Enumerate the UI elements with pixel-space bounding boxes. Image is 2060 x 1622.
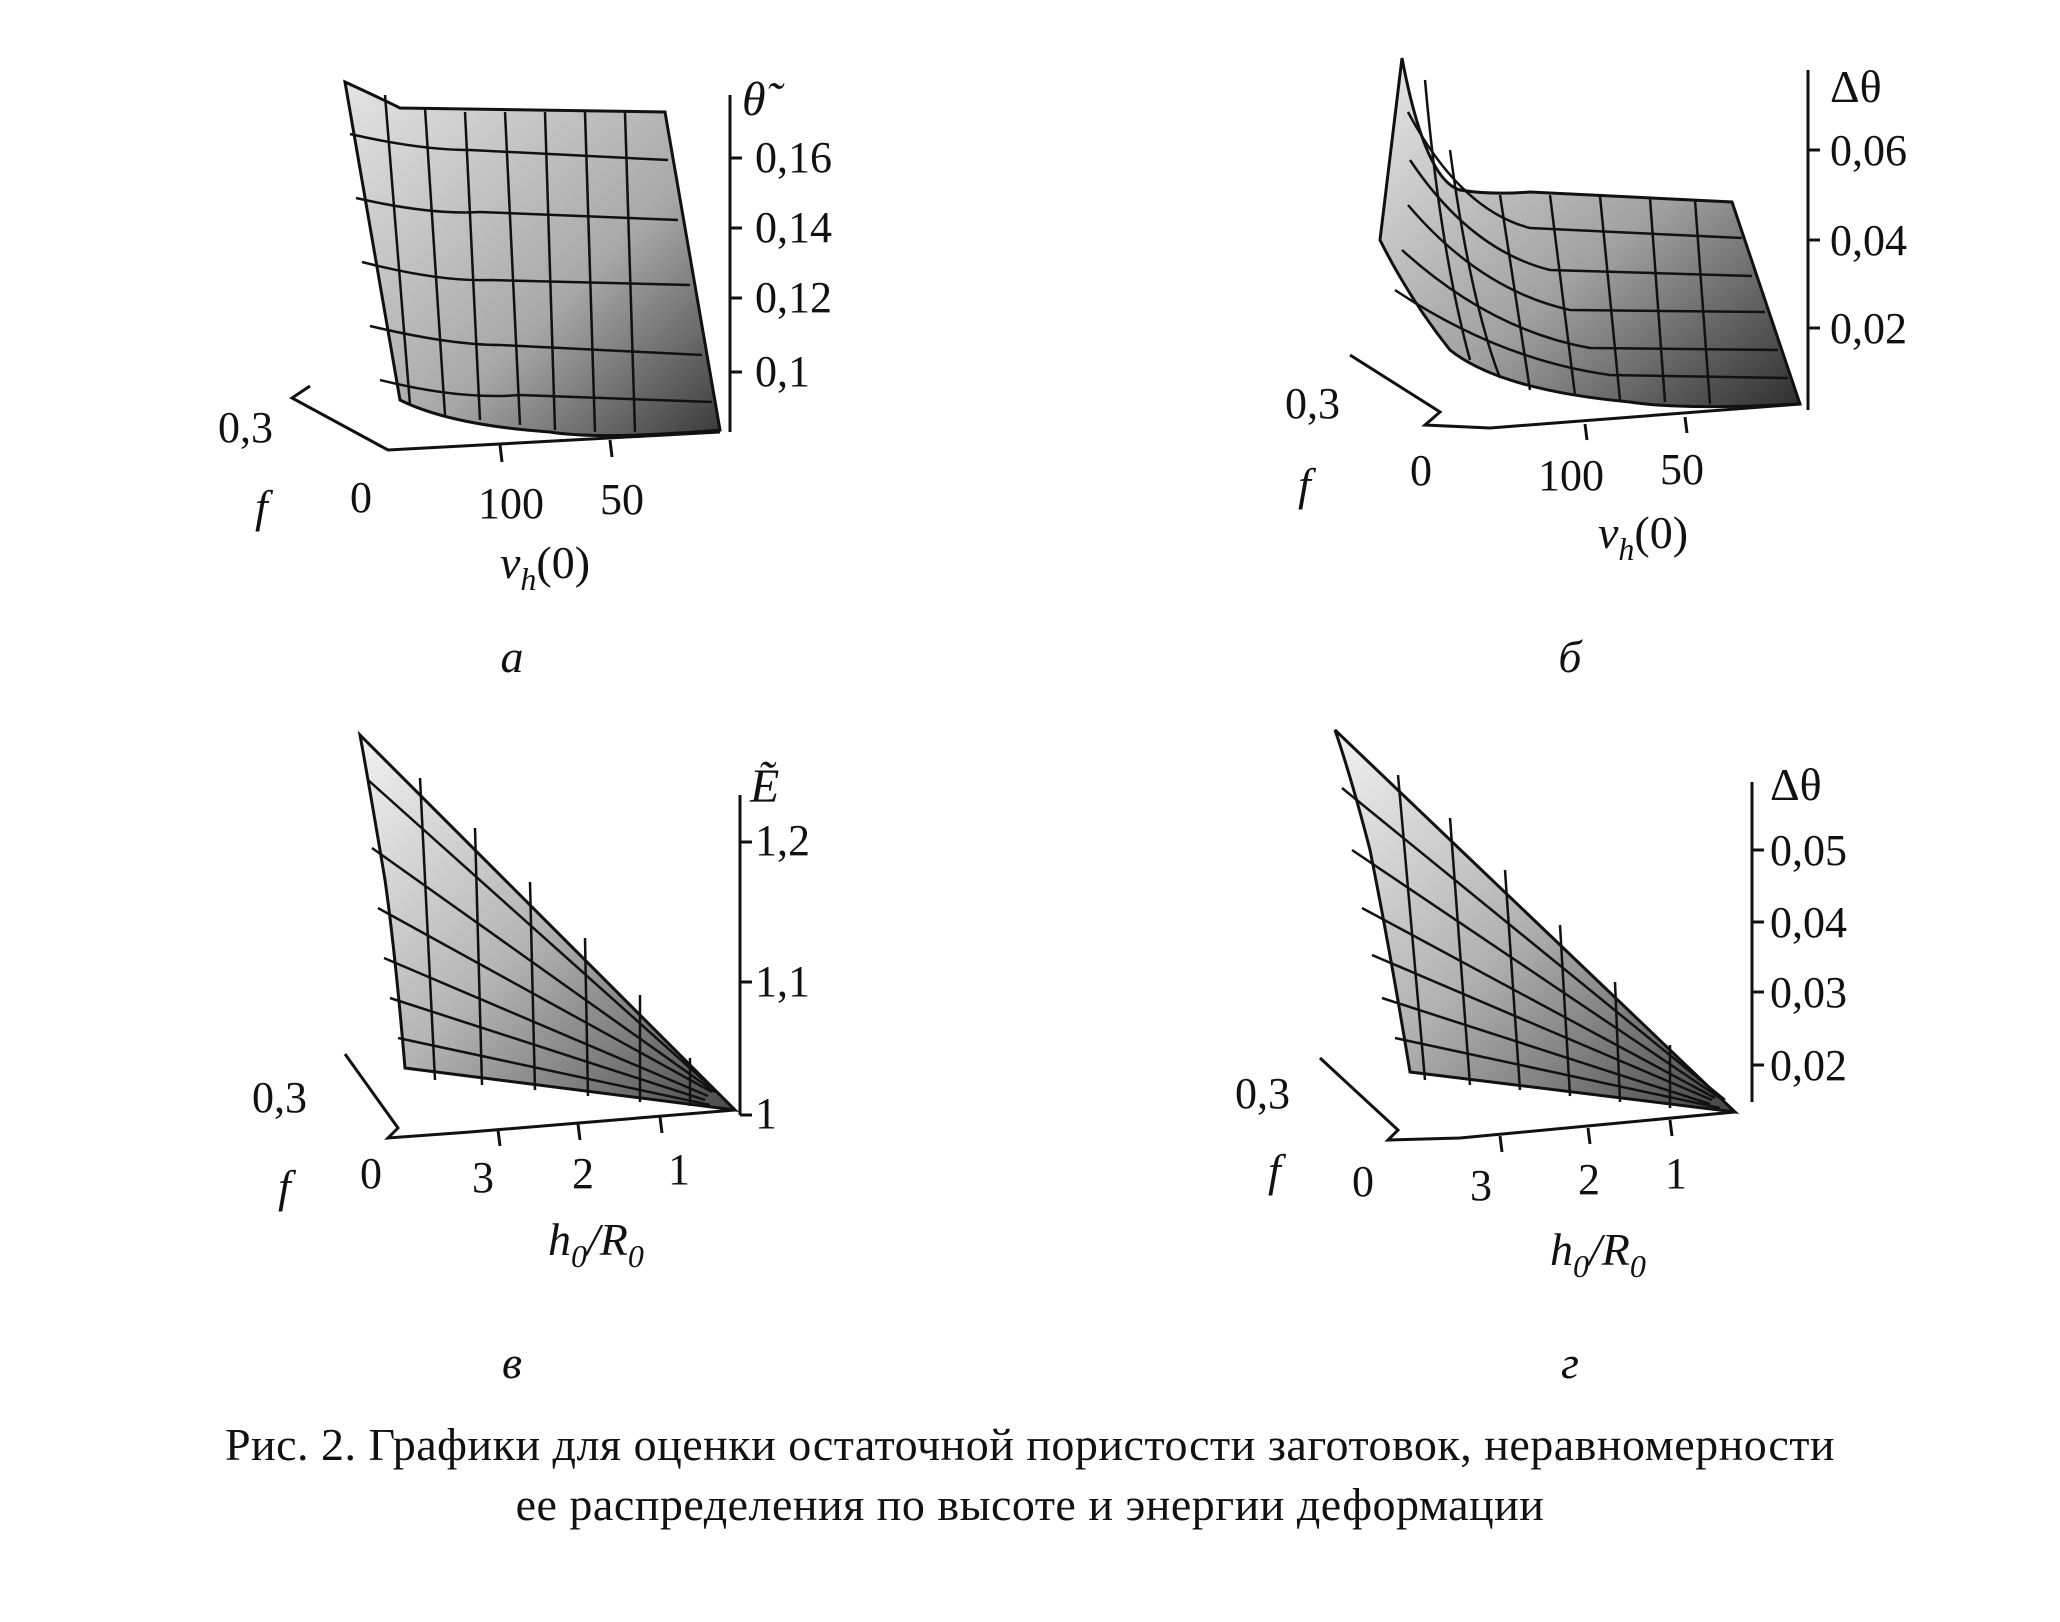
z-axis-label-g: Δθ [1770, 759, 1822, 810]
f-tick-label-v: 0,3 [252, 1073, 307, 1122]
z-axis-g [1752, 782, 1764, 1102]
x-axis-label-a: $v_h(0)$ [500, 537, 591, 597]
z-axis-label-b: Δθ [1830, 61, 1882, 112]
f-axis-label-a: f [255, 481, 268, 532]
z-tick-label-v-1: 1,2 [755, 816, 810, 865]
z-axis-label-a: θ̃ [742, 73, 766, 126]
caption-line-2: ее распределения по высоте и энергии деформации [515, 1479, 1545, 1530]
z-tick-label-b-1: 0,06 [1830, 126, 1907, 175]
figure-caption [0, 1415, 2060, 1535]
f-axis-label-b: f [1298, 459, 1311, 510]
z-tick-label-g-2: 0,04 [1770, 898, 1847, 947]
surface-plot-a [0, 0, 1030, 700]
x-axis-label-v: $h_0/R_0$ [548, 1214, 644, 1274]
panel-a [0, 0, 1030, 700]
f-axis-label-v: f [278, 1161, 291, 1212]
f-tick-label-b: 0,3 [1285, 379, 1340, 428]
surface-plot-v [0, 700, 1030, 1400]
panel-letter-b: б [1558, 631, 1582, 682]
surface-plot-g [1030, 700, 2060, 1400]
caption-line-1: Рис. 2. Графики для оценки остаточной пористости заготовок, неравномерности [224, 1419, 1836, 1470]
z-tick-label-a-4: 0,1 [755, 347, 810, 396]
x-tick-label-v-1: 3 [472, 1153, 494, 1202]
x-tick-label-g-1: 3 [1470, 1161, 1492, 1210]
surface-v [360, 735, 735, 1110]
panel-g [1030, 700, 2060, 1400]
x-axis-label-b: $v_h(0)$ [1598, 507, 1689, 567]
z-tick-label-a-2: 0,14 [755, 203, 832, 252]
f-zero-label-a: 0 [350, 473, 372, 522]
x-tick-label-v-2: 2 [572, 1149, 594, 1198]
f-zero-label-v: 0 [360, 1149, 382, 1198]
f-tick-label-g: 0,3 [1235, 1069, 1290, 1118]
z-tick-label-a-1: 0,16 [755, 133, 832, 182]
z-tick-label-b-2: 0,04 [1830, 216, 1907, 265]
surface-g [1335, 730, 1735, 1112]
panel-letter-v: в [502, 1337, 522, 1388]
x-tick-label-a-1: 100 [478, 479, 544, 528]
x-axis-label-g: $h_0/R_0$ [1550, 1224, 1646, 1284]
z-axis-b [1808, 70, 1820, 410]
z-tick-label-g-3: 0,03 [1770, 968, 1847, 1017]
f-tick-label-a: 0,3 [218, 403, 273, 452]
z-axis-v [740, 795, 752, 1115]
z-tick-label-v-2: 1,1 [755, 957, 810, 1006]
x-tick-label-a-2: 50 [600, 475, 644, 524]
surface-plot-b [1030, 0, 2060, 700]
z-tick-label-v-3: 1 [755, 1089, 777, 1138]
f-axis-label-g: f [1268, 1145, 1281, 1196]
z-axis-label-v: Ẽ [750, 760, 780, 813]
panel-v [0, 700, 1030, 1400]
z-tick-label-b-3: 0,02 [1830, 304, 1907, 353]
x-tick-label-v-3: 1 [668, 1145, 690, 1194]
x-tick-label-g-3: 1 [1665, 1149, 1687, 1198]
panel-letter-g: г [1561, 1337, 1579, 1388]
x-tick-label-b-1: 100 [1538, 451, 1604, 500]
z-tick-label-g-1: 0,05 [1770, 826, 1847, 875]
x-tick-label-g-2: 2 [1578, 1155, 1600, 1204]
panel-letter-a: а [500, 631, 524, 682]
z-axis-a [730, 95, 742, 432]
panel-b [1030, 0, 2060, 700]
f-zero-label-b: 0 [1410, 446, 1432, 495]
f-zero-label-g: 0 [1352, 1157, 1374, 1206]
z-tick-label-a-3: 0,12 [755, 273, 832, 322]
z-tick-label-g-4: 0,02 [1770, 1041, 1847, 1090]
surface-a [345, 82, 720, 436]
x-tick-label-b-2: 50 [1660, 445, 1704, 494]
